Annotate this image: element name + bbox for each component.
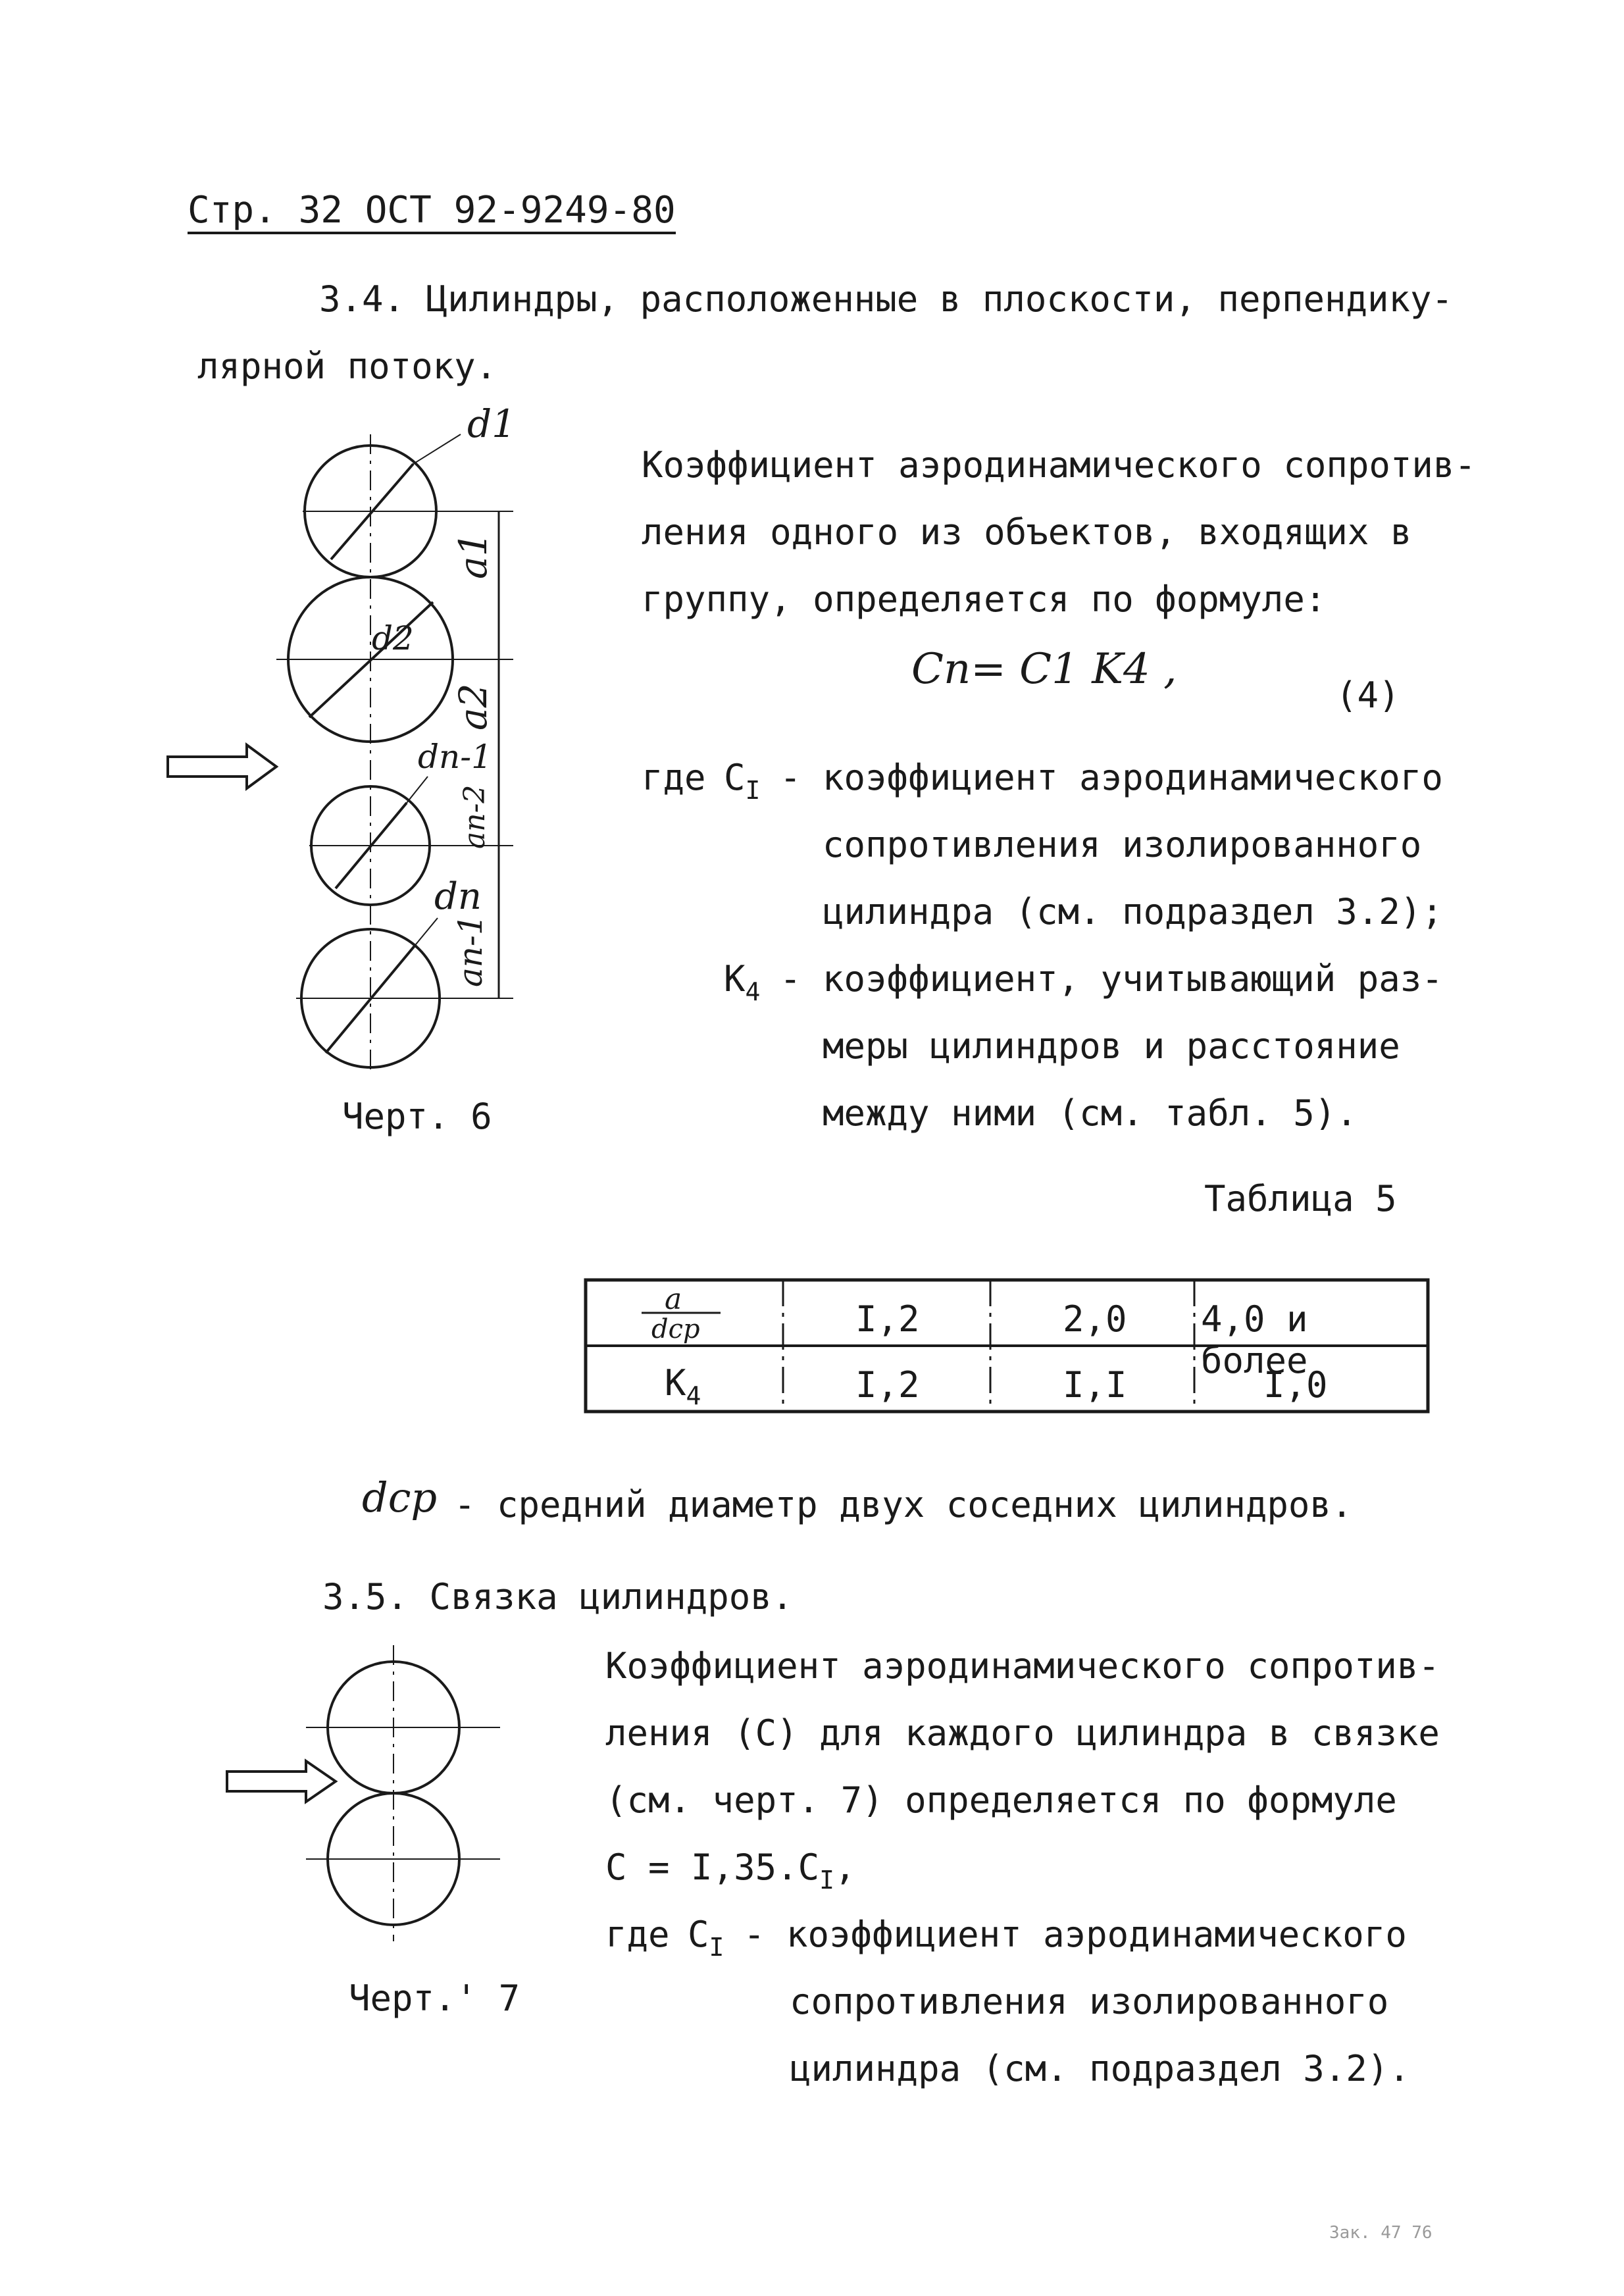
table-cell: 2,0 [1063, 1298, 1127, 1340]
k4-description: меры цилиндров и расстояние [823, 1025, 1400, 1067]
paragraph-line: ления (С) для каждого цилиндра в связке [605, 1712, 1440, 1754]
paragraph-line: (см. черт. 7) определяется по формуле [605, 1779, 1397, 1821]
c1-description: цилиндра (см. подраздел 3.2); [823, 891, 1443, 932]
table-header-numerator: a [665, 1283, 682, 1316]
table-5-caption: Таблица 5 [1204, 1178, 1397, 1219]
formula-number: (4) [1336, 675, 1400, 716]
dcp-symbol: dср [362, 1473, 438, 1521]
footer-stamp: Зак. 47 76 [1329, 2223, 1433, 2243]
table-header-denominator: dср [651, 1314, 700, 1344]
label-a1: a1 [451, 532, 495, 579]
k4-description: - коэффициент, учитывающий раз- [780, 958, 1443, 1000]
dcp-definition: - средний диаметр двух соседних цилиндров. [454, 1484, 1353, 1525]
paragraph-line: Коэффициент аэродинамического сопротив- [642, 444, 1476, 486]
table-row-label: $K_4$ [665, 1362, 701, 1410]
formula-4: Cn= C1 K4 , [911, 645, 1177, 694]
label-a2: a2 [451, 683, 495, 730]
k4-description: между ними (см. табл. 5). [823, 1092, 1358, 1134]
c1-description: - коэффициент аэродинамического [744, 1914, 1407, 1955]
c1-description: - коэффициент аэродинамического [780, 757, 1443, 798]
formula-c: $C = I,35.C_I$, [605, 1847, 856, 1895]
table-cell: I,I [1063, 1364, 1127, 1406]
k4-symbol: $K_4$ [724, 958, 761, 1006]
c1-description: сопротивления изолированного [790, 1981, 1389, 2022]
paragraph-line: Коэффициент аэродинамического сопротив- [605, 1645, 1440, 1687]
paragraph-line: ления одного из объектов, входящих в [642, 511, 1412, 553]
paragraph-line: группу, определяется по формуле: [642, 578, 1327, 620]
label-dn: dn [434, 875, 482, 918]
c1-description: сопротивления изолированного [823, 824, 1422, 865]
label-an-2: an-2 [458, 784, 492, 849]
where-label: где [642, 757, 706, 798]
c1-symbol: $C_I$ [724, 757, 761, 805]
section-3-5-title: 3.5. Связка цилиндров. [322, 1576, 794, 1618]
figure-6-caption: Черт. 6 [342, 1096, 492, 1137]
c1-description: цилиндра (см. подраздел 3.2). [790, 2048, 1410, 2089]
figure-7-caption: Черт.' 7 [349, 1977, 520, 2019]
table-cell: I,2 [855, 1364, 920, 1406]
label-d1: d1 [467, 401, 517, 446]
label-d2: d2 [372, 619, 414, 657]
label-an-1: an-1 [451, 914, 490, 987]
page-header: Стр. 32 ОСТ 92-9249-80 [188, 192, 676, 234]
table-cell: I,0 [1263, 1364, 1328, 1406]
where-label: где [605, 1914, 670, 1955]
section-3-4-title: 3.4. Цилиндры, расположенные в плоскости, перпендику- [319, 278, 1454, 320]
table-cell: 4,0 и более [1201, 1298, 1308, 1381]
section-3-4-title-cont: лярной потоку. [197, 345, 497, 387]
c1-symbol: $C_I$ [688, 1914, 724, 1962]
table-cell: I,2 [855, 1298, 920, 1340]
label-dn-1: dn-1 [418, 738, 492, 776]
